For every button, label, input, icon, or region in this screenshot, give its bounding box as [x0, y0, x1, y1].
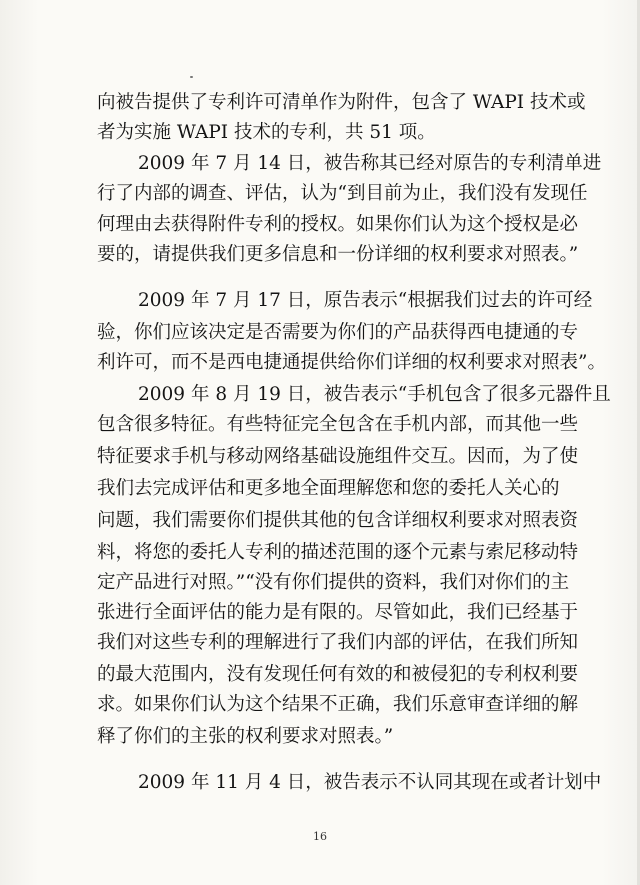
text-line: [0, 348, 640, 378]
text-line: [0, 538, 640, 568]
line-text: 特征要求手机与移动网络基础设施组件交互。因而，为了使: [97, 446, 579, 467]
line-text: 张进行全面评估的能力是有限的。尽管如此，我们已经基于: [97, 602, 579, 623]
line-text: 包含很多特征。有些特征完全包含在手机内部，而其他一些: [97, 414, 579, 435]
line-text: 的最大范围内，没有发现任何有效的和被侵犯的专利权利要: [97, 664, 579, 685]
text-line: [0, 442, 640, 472]
line-text: 者为实施 WAPI 技术的专利，共 51 项。: [97, 122, 436, 143]
line-text: 定产品进行对照。”“没有你们提供的资料，我们对你们的主: [97, 572, 570, 593]
line-text: 问题，我们需要你们提供其他的包含详细权利要求对照表资: [97, 510, 579, 531]
text-line: [0, 660, 640, 690]
text-line: [0, 118, 640, 148]
text-line: [0, 568, 640, 598]
text-line: [0, 506, 640, 536]
line-text: 行了内部的调查、评估，认为“到目前为止，我们没有发现任: [97, 183, 588, 204]
text-line: [0, 690, 640, 720]
text-line: [0, 768, 640, 798]
text-line: [0, 474, 640, 504]
page-number: 16: [313, 830, 327, 843]
line-text: 2009 年 7 月 17 日，原告表示“根据我们过去的许可经: [138, 290, 593, 311]
text-line: [0, 240, 640, 270]
line-text: 料，将您的委托人专利的描述范围的逐个元素与索尼移动特: [97, 542, 579, 563]
text-line: [0, 286, 640, 316]
line-text: 何理由去获得附件专利的授权。如果你们认为这个授权是必: [97, 214, 579, 235]
text-line: [0, 88, 640, 118]
line-text: 利许可，而不是西电捷通提供给你们详细的权利要求对照表”。: [97, 352, 606, 373]
text-line: [0, 149, 640, 179]
line-text: 要的，请提供我们更多信息和一份详细的权利要求对照表。”: [97, 244, 579, 265]
text-line: [0, 722, 640, 752]
line-text: 验，你们应该决定是否需要为你们的产品获得西电捷通的专: [97, 322, 579, 343]
line-text: 求。如果你们认为这个结果不正确，我们乐意审查详细的解: [97, 694, 579, 715]
line-text: 2009 年 11 月 4 日，被告表示不认同其现在或者计划中: [138, 772, 602, 793]
text-line: [0, 598, 640, 628]
text-line: [0, 410, 640, 440]
text-line: [0, 628, 640, 658]
scan-speck: [190, 76, 193, 78]
line-text: 向被告提供了专利许可清单作为附件，包含了 WAPI 技术或: [97, 92, 586, 113]
line-text: 2009 年 8 月 19 日，被告表示“手机包含了很多元器件且: [138, 384, 611, 405]
line-text: 我们去完成评估和更多地全面理解您和您的委托人关心的: [97, 478, 560, 499]
line-text: 我们对这些专利的理解进行了我们内部的评估，在我们所知: [97, 632, 579, 653]
text-line: [0, 210, 640, 240]
text-line: [0, 380, 640, 410]
line-text: 2009 年 7 月 14 日，被告称其已经对原告的专利清单进: [138, 153, 602, 174]
line-text: 释了你们的主张的权利要求对照表。”: [97, 726, 394, 747]
text-line: [0, 318, 640, 348]
text-line: [0, 179, 640, 209]
